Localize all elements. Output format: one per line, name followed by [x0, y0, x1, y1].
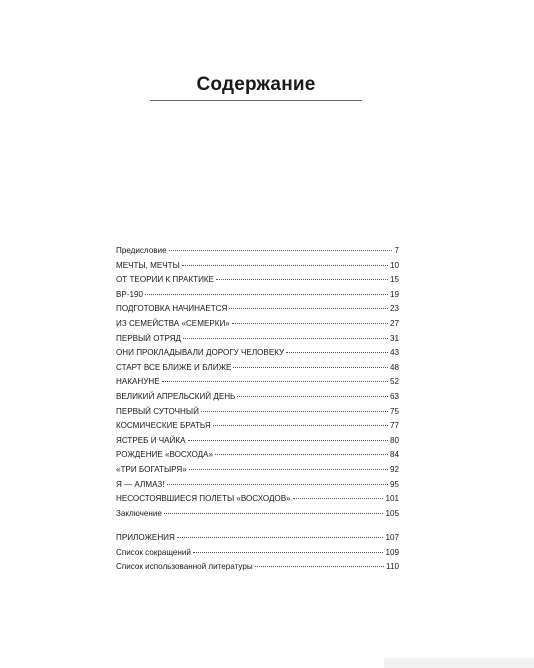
table-of-contents: [116, 244, 399, 575]
toc-entry-title: ОНИ ПРОКЛАДЫВАЛИ ДОРОГУ ЧЕЛОВЕКУ: [116, 348, 285, 358]
dot-leader: [188, 440, 388, 441]
dot-leader: [233, 367, 388, 368]
toc-entry-page: 109: [385, 547, 399, 557]
dot-leader: [183, 338, 388, 339]
toc-entry-title: ПЕРВЫЙ СУТОЧНЫЙ: [116, 406, 199, 416]
dot-leader: [229, 308, 388, 309]
toc-entry: [116, 492, 399, 507]
toc-entry-page: 48: [389, 362, 399, 372]
toc-entry-page: 84: [389, 450, 399, 460]
dot-leader: [255, 566, 384, 567]
toc-entry-title: Заключение: [116, 508, 162, 518]
toc-entry-page: 10: [389, 260, 399, 270]
toc-entry-title: «ТРИ БОГАТЫРЯ»: [116, 464, 187, 474]
toc-entry-title: РОЖДЕНИЕ «ВОСХОДА»: [116, 450, 213, 460]
toc-entry-title: ПОДГОТОВКА НАЧИНАЕТСЯ: [116, 304, 228, 314]
toc-entry-page: 101: [385, 494, 399, 504]
dot-leader: [177, 537, 384, 538]
toc-entry: [116, 273, 399, 288]
dot-leader: [164, 513, 384, 514]
dot-leader: [201, 411, 388, 412]
dot-leader: [167, 484, 388, 485]
dot-leader: [193, 552, 384, 553]
toc-entry: [116, 288, 399, 303]
dot-leader: [213, 425, 388, 426]
toc-entry-title: ЯСТРЕБ И ЧАЙКА: [116, 435, 186, 445]
toc-entry-title: ПЕРВЫЙ ОТРЯД: [116, 333, 182, 343]
toc-entry-title: Список использованной литературы: [116, 562, 253, 572]
toc-entry: [116, 317, 399, 332]
toc-entry: [116, 560, 399, 575]
toc-entry: [116, 546, 399, 561]
title-rule: [150, 100, 362, 101]
toc-entry: [116, 361, 399, 376]
toc-entry-page: 110: [386, 562, 399, 572]
dot-leader: [293, 498, 384, 499]
toc-entry-title: ВР-190: [116, 289, 143, 299]
page-title: Содержание: [196, 74, 316, 95]
toc-entry-title: Я — АЛМАЗ!: [116, 479, 165, 489]
dot-leader: [215, 454, 388, 455]
toc-entry-page: 92: [389, 464, 399, 474]
dot-leader: [182, 265, 388, 266]
toc-entry-page: 107: [385, 533, 399, 543]
dot-leader: [232, 323, 388, 324]
toc-entry: [116, 390, 399, 405]
toc-entry: [116, 244, 399, 259]
dot-leader: [286, 352, 388, 353]
toc-entry-title: КОСМИЧЕСКИЕ БРАТЬЯ: [116, 421, 211, 431]
dot-leader: [189, 469, 388, 470]
dot-leader: [145, 294, 388, 295]
toc-entry: [116, 332, 399, 347]
toc-entry-page: 19: [389, 289, 399, 299]
toc-entry-page: 23: [389, 304, 399, 314]
toc-entry-title: МЕЧТЫ, МЕЧТЫ: [116, 260, 180, 270]
toc-entry-title: ИЗ СЕМЕЙСТВА «СЕМЕРКИ»: [116, 318, 230, 328]
toc-entry-page: 63: [389, 391, 399, 401]
toc-entry-page: 31: [389, 333, 399, 343]
toc-entry-title: Предисловие: [116, 246, 167, 255]
toc-entry-page: 77: [389, 421, 399, 431]
toc-entry: [116, 448, 399, 463]
toc-entry-page: 43: [389, 348, 399, 358]
toc-entry-title: Список сокращений: [116, 547, 191, 557]
toc-entry-page: 15: [389, 275, 399, 285]
toc-entry-title: ОТ ТЕОРИИ К ПРАКТИКЕ: [116, 275, 215, 285]
toc-entry-title: НАКАНУНЕ: [116, 377, 160, 387]
toc-entry-title: ВЕЛИКИЙ АПРЕЛЬСКИЙ ДЕНЬ: [116, 391, 236, 401]
toc-entry-page: 80: [389, 435, 399, 445]
toc-entry: [116, 259, 399, 274]
toc-entry: [116, 434, 399, 449]
dot-leader: [162, 381, 388, 382]
toc-entry: [116, 531, 399, 546]
page-corner: [384, 658, 534, 668]
toc-entry: [116, 302, 399, 317]
toc-entry: [116, 507, 399, 522]
toc-entry-page: 105: [385, 508, 399, 518]
toc-entry-title: НЕСОСТОЯВШИЕСЯ ПОЛЕТЫ «ВОСХОДОВ»: [116, 494, 291, 504]
toc-entry-page: 52: [389, 377, 399, 387]
toc-entry-page: 7: [394, 246, 399, 255]
toc-entry-title: СТАРТ ВСЕ БЛИЖЕ И БЛИЖЕ: [116, 362, 232, 372]
dot-leader: [169, 250, 393, 251]
toc-entry-title: ПРИЛОЖЕНИЯ: [116, 533, 175, 543]
toc-entry: [116, 478, 399, 493]
toc-entry-page: 75: [389, 406, 399, 416]
toc-entry: [116, 375, 399, 390]
toc-entry: [116, 405, 399, 420]
toc-entry: [116, 419, 399, 434]
dot-leader: [237, 396, 388, 397]
toc-entry-page: 95: [389, 479, 399, 489]
toc-entry: [116, 463, 399, 478]
toc-entry: [116, 346, 399, 361]
toc-entry-page: 27: [389, 318, 399, 328]
dot-leader: [216, 279, 388, 280]
